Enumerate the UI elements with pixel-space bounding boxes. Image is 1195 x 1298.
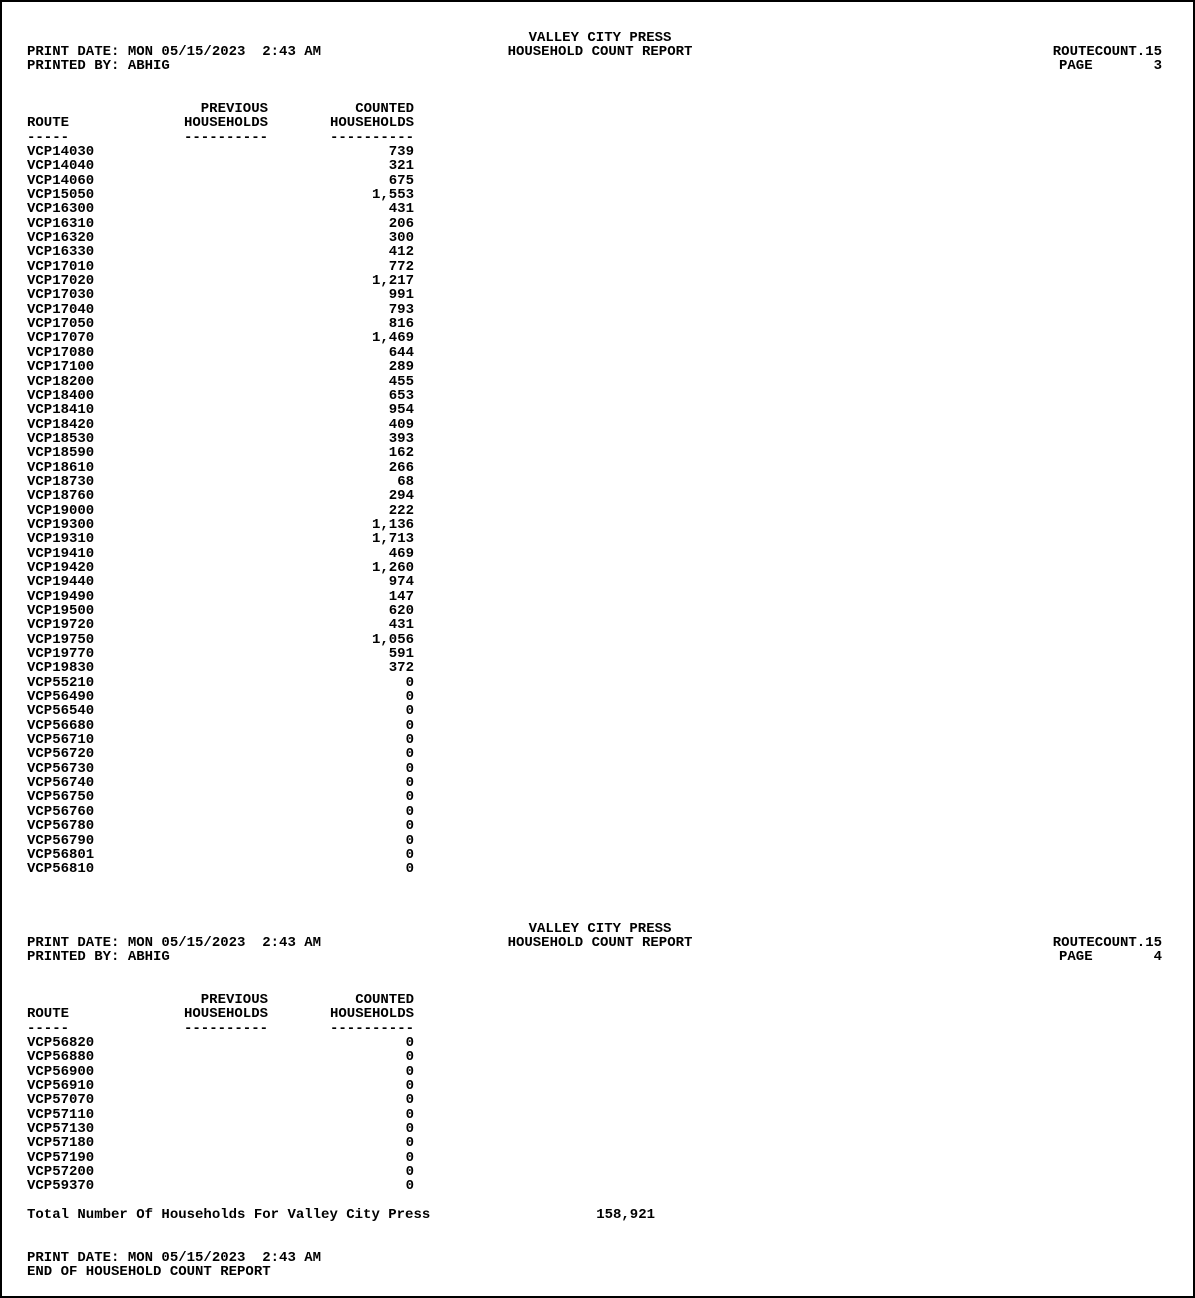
route-cell: VCP59370 <box>27 1178 95 1195</box>
route-cell: VCP14030 <box>27 144 95 160</box>
table-row <box>27 704 427 718</box>
counted-header-bottom: HOUSEHOLDS <box>329 1006 414 1023</box>
counted-cell: 68 <box>397 473 414 490</box>
counted-header-top: COUNTED <box>355 992 414 1008</box>
previous-underline: ---------- <box>183 129 268 146</box>
route-cell: VCP16300 <box>27 201 95 218</box>
counted-cell: 644 <box>388 344 414 361</box>
table-row <box>27 1122 427 1136</box>
counted-cell: 0 <box>405 674 414 691</box>
counted-cell: 0 <box>405 746 414 763</box>
table-row <box>27 475 427 489</box>
counted-cell: 0 <box>405 703 414 720</box>
print-date: PRINT DATE: MON 05/15/2023 2:43 AM <box>27 44 322 60</box>
page-number: 3 <box>1153 58 1162 74</box>
page-label: PAGE <box>1059 949 1093 965</box>
table-row <box>27 647 427 661</box>
footer-print-date: PRINT DATE: MON 05/15/2023 2:43 AM <box>27 1250 322 1266</box>
table-row <box>27 1093 427 1107</box>
column-headers <box>27 993 427 1038</box>
counted-cell: 1,469 <box>371 330 414 347</box>
route-cell: VCP57130 <box>27 1121 95 1138</box>
route-cell: VCP17070 <box>27 330 95 347</box>
counted-cell: 772 <box>388 258 414 275</box>
table-row <box>27 174 427 188</box>
counted-cell: 431 <box>388 617 414 634</box>
route-cell: VCP18530 <box>27 430 95 447</box>
route-cell: VCP56880 <box>27 1049 95 1066</box>
route-cell: VCP56760 <box>27 803 95 820</box>
route-cell: VCP57110 <box>27 1106 95 1123</box>
counted-header-top: COUNTED <box>355 101 414 117</box>
route-cell: VCP18200 <box>27 373 95 390</box>
table-row <box>27 1151 427 1165</box>
table-row <box>27 432 427 446</box>
program-id: ROUTECOUNT.15 <box>1052 935 1162 951</box>
counted-cell: 162 <box>388 445 414 462</box>
route-cell: VCP16330 <box>27 244 95 261</box>
route-cell: VCP55210 <box>27 674 95 691</box>
counted-cell: 1,713 <box>371 531 414 548</box>
table-row <box>27 288 427 302</box>
table-row <box>27 303 427 317</box>
table-row <box>27 633 427 647</box>
route-cell: VCP56710 <box>27 732 95 749</box>
counted-cell: 1,260 <box>371 559 414 576</box>
counted-cell: 409 <box>388 416 414 433</box>
route-cell: VCP17100 <box>27 359 95 376</box>
route-cell: VCP56900 <box>27 1063 95 1080</box>
route-cell: VCP15050 <box>27 187 95 204</box>
route-cell: VCP18610 <box>27 459 95 476</box>
route-cell: VCP57070 <box>27 1092 95 1109</box>
route-cell: VCP17040 <box>27 301 95 318</box>
route-cell: VCP56790 <box>27 832 95 849</box>
route-cell: VCP18730 <box>27 473 95 490</box>
route-cell: VCP19830 <box>27 660 95 677</box>
table-row <box>27 188 427 202</box>
table-row <box>27 862 427 876</box>
table-row <box>27 518 427 532</box>
route-cell: VCP56540 <box>27 703 95 720</box>
table-row <box>27 260 427 274</box>
counted-cell: 206 <box>388 215 414 232</box>
table-row <box>27 819 427 833</box>
table-row <box>27 532 427 546</box>
route-underline: ----- <box>27 1020 70 1037</box>
previous-header-bottom: HOUSEHOLDS <box>183 115 268 132</box>
counted-cell: 222 <box>388 502 414 519</box>
counted-cell: 0 <box>405 1063 414 1080</box>
total-label: Total Number Of Households For Valley City Press <box>27 1207 431 1223</box>
table-row <box>27 848 427 862</box>
counted-cell: 0 <box>405 832 414 849</box>
route-cell: VCP56730 <box>27 760 95 777</box>
table-row <box>27 403 427 417</box>
table-row <box>27 375 427 389</box>
table-row <box>27 561 427 575</box>
table-row <box>27 590 427 604</box>
table-row <box>27 418 427 432</box>
table-row <box>27 690 427 704</box>
route-cell: VCP18590 <box>27 445 95 462</box>
route-cell: VCP56910 <box>27 1078 95 1095</box>
total-value: 158,921 <box>596 1207 655 1223</box>
counted-cell: 393 <box>388 430 414 447</box>
counted-cell: 1,553 <box>371 187 414 204</box>
route-cell: VCP57190 <box>27 1149 95 1166</box>
counted-cell: 0 <box>405 1121 414 1138</box>
counted-cell: 0 <box>405 1178 414 1195</box>
route-cell: VCP17050 <box>27 316 95 333</box>
table-row <box>27 489 427 503</box>
route-cell: VCP19410 <box>27 545 95 562</box>
table-row <box>27 719 427 733</box>
previous-header-top: PREVIOUS <box>200 101 268 117</box>
counted-cell: 0 <box>405 789 414 806</box>
table-row <box>27 575 427 589</box>
printed-by: PRINTED BY: ABHIG <box>27 949 170 965</box>
route-cell: VCP19770 <box>27 646 95 663</box>
counted-cell: 0 <box>405 1164 414 1181</box>
counted-cell: 0 <box>405 775 414 792</box>
counted-cell: 991 <box>388 287 414 304</box>
table-row <box>27 733 427 747</box>
counted-cell: 294 <box>388 488 414 505</box>
route-cell: VCP56801 <box>27 846 95 863</box>
counted-cell: 0 <box>405 861 414 878</box>
route-cell: VCP17080 <box>27 344 95 361</box>
counted-cell: 266 <box>388 459 414 476</box>
route-cell: VCP17020 <box>27 273 95 290</box>
table-row <box>27 776 427 790</box>
counted-cell: 974 <box>388 574 414 591</box>
route-header: ROUTE <box>27 115 70 132</box>
table-row <box>27 747 427 761</box>
table-row <box>27 504 427 518</box>
table-row <box>27 1108 427 1122</box>
report-title: HOUSEHOLD COUNT REPORT <box>507 44 693 60</box>
route-cell: VCP14060 <box>27 172 95 189</box>
table-row <box>27 547 427 561</box>
route-cell: VCP18420 <box>27 416 95 433</box>
previous-header-bottom: HOUSEHOLDS <box>183 1006 268 1023</box>
route-cell: VCP16310 <box>27 215 95 232</box>
table-row <box>27 1179 427 1193</box>
counted-cell: 0 <box>405 1035 414 1051</box>
table-row <box>27 790 427 804</box>
counted-cell: 321 <box>388 158 414 175</box>
table-row <box>27 202 427 216</box>
company-name: VALLEY CITY PRESS <box>528 30 672 46</box>
counted-cell: 0 <box>405 1092 414 1109</box>
table-row <box>27 1065 427 1079</box>
route-cell: VCP56680 <box>27 717 95 734</box>
route-cell: VCP56820 <box>27 1035 95 1051</box>
route-cell: VCP19440 <box>27 574 95 591</box>
route-cell: VCP19750 <box>27 631 95 648</box>
counted-cell: 739 <box>388 144 414 160</box>
counted-cell: 469 <box>388 545 414 562</box>
data-table-page-4 <box>27 1036 427 1194</box>
table-row <box>27 1050 427 1064</box>
page-number: 4 <box>1153 949 1162 965</box>
route-cell: VCP18410 <box>27 402 95 419</box>
route-cell: VCP19310 <box>27 531 95 548</box>
counted-cell: 0 <box>405 1049 414 1066</box>
counted-header-bottom: HOUSEHOLDS <box>329 115 414 132</box>
route-cell: VCP18760 <box>27 488 95 505</box>
route-cell: VCP57200 <box>27 1164 95 1181</box>
report-title: HOUSEHOLD COUNT REPORT <box>507 935 693 951</box>
table-row <box>27 1036 427 1050</box>
table-row <box>27 331 427 345</box>
end-of-report: END OF HOUSEHOLD COUNT REPORT <box>27 1264 271 1280</box>
counted-cell: 1,056 <box>371 631 414 648</box>
table-row <box>27 231 427 245</box>
table-row <box>27 661 427 675</box>
table-row <box>27 346 427 360</box>
counted-cell: 0 <box>405 818 414 835</box>
table-row <box>27 618 427 632</box>
counted-cell: 289 <box>388 359 414 376</box>
counted-cell: 0 <box>405 732 414 749</box>
route-cell: VCP56720 <box>27 746 95 763</box>
counted-cell: 0 <box>405 717 414 734</box>
counted-cell: 653 <box>388 387 414 404</box>
counted-cell: 455 <box>388 373 414 390</box>
table-row <box>27 805 427 819</box>
table-row <box>27 676 427 690</box>
route-cell: VCP56810 <box>27 861 95 878</box>
program-id: ROUTECOUNT.15 <box>1052 44 1162 60</box>
counted-cell: 147 <box>388 588 414 605</box>
route-cell: VCP56740 <box>27 775 95 792</box>
page-label: PAGE <box>1059 58 1093 74</box>
counted-cell: 591 <box>388 646 414 663</box>
table-row <box>27 834 427 848</box>
company-name: VALLEY CITY PRESS <box>528 921 672 937</box>
table-row <box>27 159 427 173</box>
previous-underline: ---------- <box>183 1020 268 1037</box>
counted-cell: 412 <box>388 244 414 261</box>
counted-cell: 1,136 <box>371 516 414 533</box>
table-row <box>27 217 427 231</box>
counted-cell: 0 <box>405 846 414 863</box>
route-cell: VCP14040 <box>27 158 95 175</box>
route-cell: VCP17010 <box>27 258 95 275</box>
table-row <box>27 274 427 288</box>
table-row <box>27 604 427 618</box>
route-cell: VCP16320 <box>27 230 95 247</box>
table-row <box>27 461 427 475</box>
route-underline: ----- <box>27 129 70 146</box>
counted-cell: 1,217 <box>371 273 414 290</box>
counted-cell: 793 <box>388 301 414 318</box>
data-table-page-3 <box>27 145 427 877</box>
route-cell: VCP19720 <box>27 617 95 634</box>
counted-cell: 0 <box>405 1106 414 1123</box>
counted-cell: 0 <box>405 803 414 820</box>
print-date: PRINT DATE: MON 05/15/2023 2:43 AM <box>27 935 322 951</box>
table-row <box>27 389 427 403</box>
table-row <box>27 1165 427 1179</box>
counted-cell: 0 <box>405 1078 414 1095</box>
table-row <box>27 446 427 460</box>
counted-underline: ---------- <box>329 129 414 146</box>
counted-cell: 431 <box>388 201 414 218</box>
counted-cell: 372 <box>388 660 414 677</box>
route-header: ROUTE <box>27 1006 70 1023</box>
route-cell: VCP19000 <box>27 502 95 519</box>
counted-cell: 0 <box>405 760 414 777</box>
route-cell: VCP18400 <box>27 387 95 404</box>
route-cell: VCP56490 <box>27 689 95 706</box>
counted-cell: 816 <box>388 316 414 333</box>
counted-cell: 954 <box>388 402 414 419</box>
route-cell: VCP57180 <box>27 1135 95 1152</box>
table-row <box>27 762 427 776</box>
route-cell: VCP19300 <box>27 516 95 533</box>
route-cell: VCP56750 <box>27 789 95 806</box>
printed-by: PRINTED BY: ABHIG <box>27 58 170 74</box>
counted-cell: 300 <box>388 230 414 247</box>
route-cell: VCP56780 <box>27 818 95 835</box>
counted-cell: 0 <box>405 1149 414 1166</box>
table-row <box>27 1079 427 1093</box>
route-cell: VCP19420 <box>27 559 95 576</box>
table-row <box>27 317 427 331</box>
route-cell: VCP19500 <box>27 603 95 619</box>
counted-cell: 0 <box>405 1135 414 1152</box>
table-row <box>27 1136 427 1150</box>
table-row <box>27 145 427 159</box>
counted-cell: 0 <box>405 689 414 706</box>
counted-underline: ---------- <box>329 1020 414 1037</box>
table-row <box>27 360 427 374</box>
column-headers <box>27 102 427 147</box>
counted-cell: 675 <box>388 172 414 189</box>
table-row <box>27 245 427 259</box>
counted-cell: 620 <box>388 603 414 619</box>
route-cell: VCP19490 <box>27 588 95 605</box>
route-cell: VCP17030 <box>27 287 95 304</box>
previous-header-top: PREVIOUS <box>200 992 268 1008</box>
